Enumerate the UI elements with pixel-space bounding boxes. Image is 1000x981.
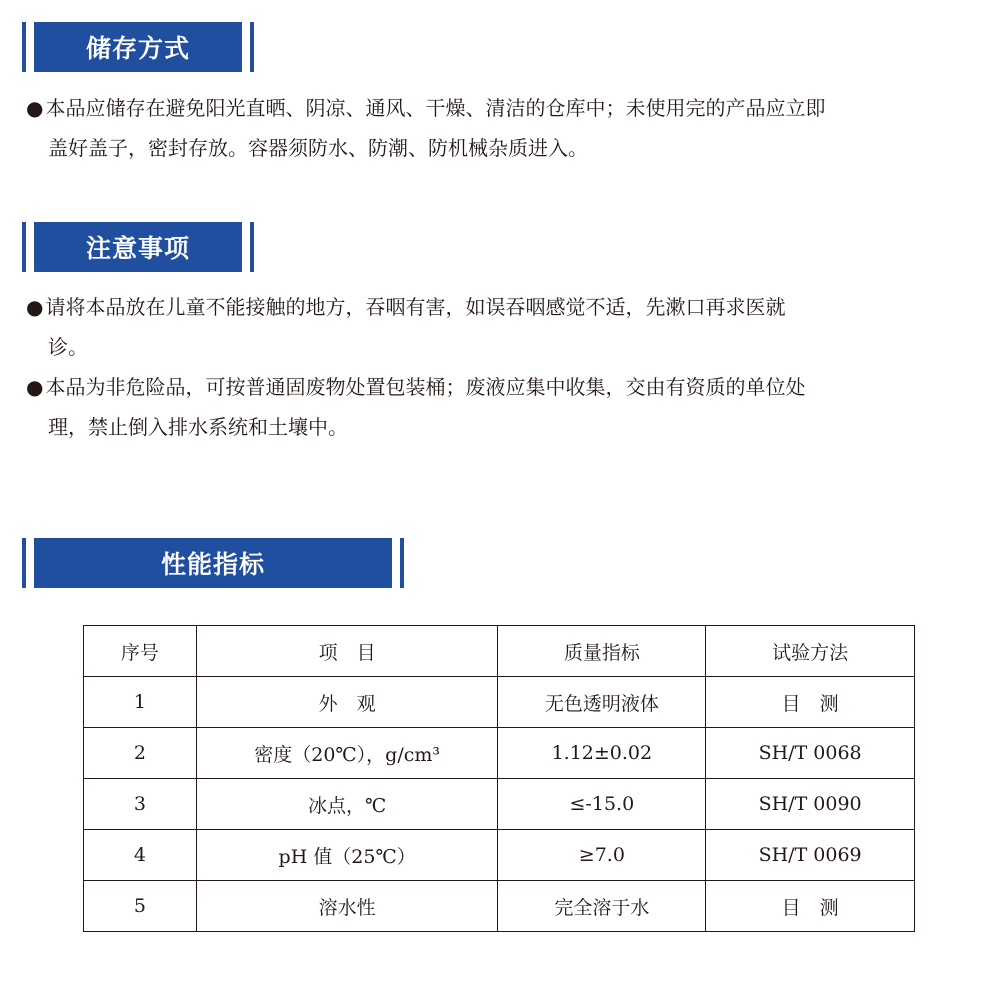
table-row xyxy=(84,830,915,881)
header-bar-right xyxy=(250,22,254,72)
table-row xyxy=(84,779,915,830)
caution-item-2 xyxy=(26,367,981,447)
table-cell: ≤-15.0 xyxy=(498,779,706,830)
section-header-caution xyxy=(22,222,254,272)
storage-line-1: 本品应储存在避免阳光直晒、阴凉、通风、干燥、清洁的仓库中；未使用完的产品应立即 xyxy=(45,96,826,120)
table-cell: 4 xyxy=(84,830,197,881)
table-cell: 溶水性 xyxy=(196,881,498,932)
header-bar-left xyxy=(22,22,26,72)
table-cell: 3 xyxy=(84,779,197,830)
table-cell: 目 测 xyxy=(706,677,915,728)
storage-paragraph xyxy=(26,88,981,168)
performance-table xyxy=(83,625,915,932)
table-cell: ≥7.0 xyxy=(498,830,706,881)
caution-item-2-line-2: 理，禁止倒入排水系统和土壤中。 xyxy=(48,415,348,439)
table-header-cell: 质量指标 xyxy=(498,626,706,677)
table-header-row xyxy=(84,626,915,677)
table-cell: 密度（20℃），g/cm³ xyxy=(196,728,498,779)
table-row xyxy=(84,728,915,779)
table-header-cell: 试验方法 xyxy=(706,626,915,677)
bullet-icon: ● xyxy=(26,375,44,399)
table-cell: 2 xyxy=(84,728,197,779)
header-bar-left xyxy=(22,222,26,272)
section-title-performance: 性能指标 xyxy=(34,538,392,588)
table-cell: SH/T 0068 xyxy=(706,728,915,779)
header-bar-left xyxy=(22,538,26,588)
caution-item-1 xyxy=(26,287,981,367)
table-row xyxy=(84,881,915,932)
bullet-icon: ● xyxy=(26,96,44,120)
table-cell: 5 xyxy=(84,881,197,932)
header-bar-right xyxy=(400,538,404,588)
table-cell: 1.12±0.02 xyxy=(498,728,706,779)
bullet-icon: ● xyxy=(26,295,44,319)
table-cell: SH/T 0090 xyxy=(706,779,915,830)
section-header-performance xyxy=(22,538,404,588)
caution-item-1-line-1: 请将本品放在儿童不能接触的地方，吞咽有害，如误吞咽感觉不适，先漱口再求医就 xyxy=(45,295,786,319)
caution-item-1-line-2: 诊。 xyxy=(48,335,88,359)
section-title-caution: 注意事项 xyxy=(34,222,242,272)
section-header-storage xyxy=(22,22,254,72)
storage-line-2: 盖好盖子，密封存放。容器须防水、防潮、防机械杂质进入。 xyxy=(48,136,588,160)
table-header-cell: 项 目 xyxy=(196,626,498,677)
header-bar-right xyxy=(250,222,254,272)
table-cell: 完全溶于水 xyxy=(498,881,706,932)
table-cell: 冰点，℃ xyxy=(196,779,498,830)
table-row xyxy=(84,677,915,728)
table-cell: SH/T 0069 xyxy=(706,830,915,881)
table-cell: 1 xyxy=(84,677,197,728)
table-cell: 外 观 xyxy=(196,677,498,728)
section-title-storage: 储存方式 xyxy=(34,22,242,72)
table-cell: 目 测 xyxy=(706,881,915,932)
table-cell: 无色透明液体 xyxy=(498,677,706,728)
caution-item-2-line-1: 本品为非危险品，可按普通固废物处置包装桶；废液应集中收集，交由有资质的单位处 xyxy=(45,375,806,399)
table-cell: pH 值（25℃） xyxy=(196,830,498,881)
table-header-cell: 序号 xyxy=(84,626,197,677)
